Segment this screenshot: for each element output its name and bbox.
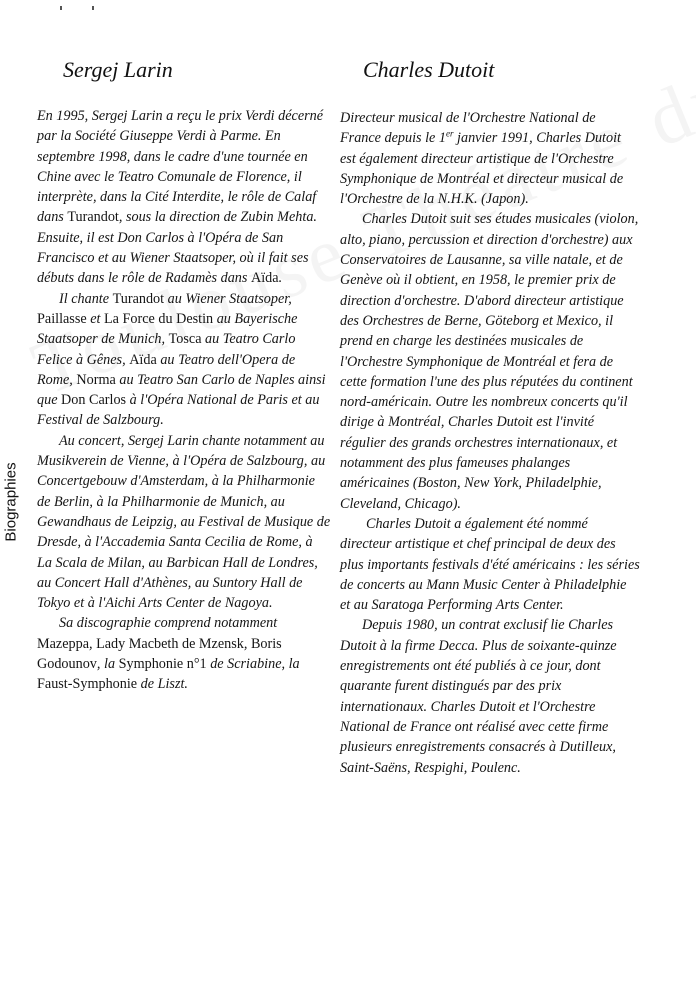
- work-title: Paillasse: [37, 310, 87, 327]
- biography-charles-dutoit: [340, 108, 640, 778]
- text-run: de Scriabine,: [206, 656, 289, 673]
- larin-paragraph-1: [37, 106, 331, 289]
- text-run: de Liszt.: [137, 676, 188, 693]
- section-side-label: [0, 454, 22, 550]
- work-title: Mazeppa: [37, 635, 89, 652]
- text-run: En 1995, Sergej Larin a reçu le prix Verdi décerné par la Société Giuseppe Verdi à Parme. En septembre 1998, dans le cadre d'une tournée en Chine avec le Teatro Comunale de Florence, il interprète, dans la Cité Interdite, le rôle de Calaf dans: [37, 108, 324, 226]
- work-title: Norma: [76, 371, 116, 388]
- scan-marks: [60, 6, 100, 12]
- text-run: au Wiener Staatsoper,: [164, 290, 292, 307]
- larin-paragraph-3: [37, 431, 331, 614]
- work-title: Lady Macbeth de Mzensk: [96, 635, 244, 652]
- work-title: Turandot: [67, 209, 119, 226]
- larin-paragraph-2: [37, 289, 331, 431]
- work-title: Aïda: [129, 351, 157, 368]
- work-title: Faust-Symphonie: [37, 676, 138, 693]
- text-run: au Teatro dell'Opera de Rome,: [37, 351, 296, 388]
- larin-paragraph-4: [37, 613, 331, 694]
- heading-sergej-larin: Sergej Larin: [63, 57, 173, 82]
- text-run: ,: [96, 656, 104, 673]
- dutoit-p1-part-b: janvier 1991, Charles Dutoit est également directeur artistique de l'Orchestre Symphonique de Montréal et directeur musical de l'Orchestre de la N.H.K. (Japon).: [340, 130, 624, 208]
- work-title: Boris Godounov: [37, 635, 282, 673]
- text-run: ,: [89, 635, 97, 652]
- work-title: Symphonie n°1: [118, 656, 207, 673]
- dutoit-paragraph-4: Depuis 1980, un contrat exclusif lie Charles Dutoit à la firme Decca. Plus de soixante-quinze enregistrements ont été publiés à ce jour, dont quarante furent distingués par des prix internationaux. Charles Dutoit et l'Orchestre National de France ont réalisé avec cette firme plusieurs enregistrements consacrés à Dutilleux, Saint-Saëns, Respighi, Poulenc.: [340, 617, 617, 776]
- text-run: au Teatro Carlo Felice à Gênes,: [37, 331, 296, 368]
- text-run: Il chante: [59, 290, 113, 307]
- side-label-text: Biographies: [2, 462, 20, 542]
- work-title: Tosca: [168, 331, 202, 348]
- biography-sergej-larin: [37, 106, 331, 695]
- work-title: La Force du Destin: [104, 310, 214, 327]
- dutoit-p1-part-a: Directeur musical de l'Orchestre National de France depuis le 1: [340, 110, 596, 147]
- dutoit-paragraph-1: [340, 108, 640, 209]
- text-run: Au concert, Sergej Larin chante notamment au Musikverein de Vienne, à l'Opéra de Salzbourg, au Concertgebouw d'Amsterdam, à la Philharmonie de Berlin, à la Philharmonie de Munich, au Gewandhaus de Leipzig, au Festival de Musique de Dresde, à l'Accademia Santa Cecilia de Rome, à La Scala de Milan, au Barbican Hall de Londres, au Concert Hall d'Athènes, au Suntory Hall de Tokyo et à l'Aichi Arts Center de Nagoya.: [37, 432, 331, 612]
- work-title: Don Carlos: [61, 392, 127, 409]
- text-run: la: [288, 656, 300, 673]
- text-run: au Teatro San Carlo de Naples ainsi que: [37, 371, 326, 409]
- text-run: au Bayerische Staatsoper de Munich,: [37, 310, 298, 348]
- heading-charles-dutoit: Charles Dutoit: [363, 57, 495, 82]
- work-title: Aïda: [250, 270, 279, 287]
- text-run: la: [104, 656, 119, 673]
- text-run: Sa discographie comprend notamment: [59, 615, 278, 632]
- text-run: , sous la direction de Zubin Mehta. Ensuite, il est Don Carlos à l'Opéra de San Francisco et au Wiener Staatsoper, où il fait ses débuts dans le rôle de Radamès dans: [37, 209, 317, 287]
- text-run: et: [86, 310, 104, 327]
- text-run: ,: [243, 635, 251, 652]
- work-title: Turandot: [112, 290, 165, 307]
- text-run: à l'Opéra National de Paris et au Festival de Salzbourg.: [37, 392, 320, 429]
- text-run: .: [278, 270, 283, 287]
- dutoit-paragraph-3: Charles Dutoit a également été nommé directeur artistique et chef principal de deux des plus importants festivals d'été américains : les séries de concerts au Mann Music Center à Philadelphie et au Saratoga Performing Arts Center.: [340, 515, 640, 614]
- dutoit-paragraph-2: Charles Dutoit suit ses études musicales (violon, alto, piano, percussion et direction d'orchestre) aux Conservatoires de Lausanne, sa ville natale, et de Genève où il obtient, en 1958, le premier prix de direction d'orchestre. D'abord directeur artistique des Orchestres de Berne, Göteborg et Mexico, il prend en charge les destinées musicales de l'Orchestre Symphonique de Montréal et fera de cette formation l'une des plus réputées du continent nord-américain. Outre les nombreux concerts qu'il dirige à Montréal, Charles Dutoit est l'invité régulier des grands orchestres internationaux, et notamment des plus fameuses phalanges américaines (Boston, New York, Philadelphie, Cleveland, Chicago).: [340, 211, 639, 512]
- dutoit-p1-superscript: er: [445, 128, 454, 139]
